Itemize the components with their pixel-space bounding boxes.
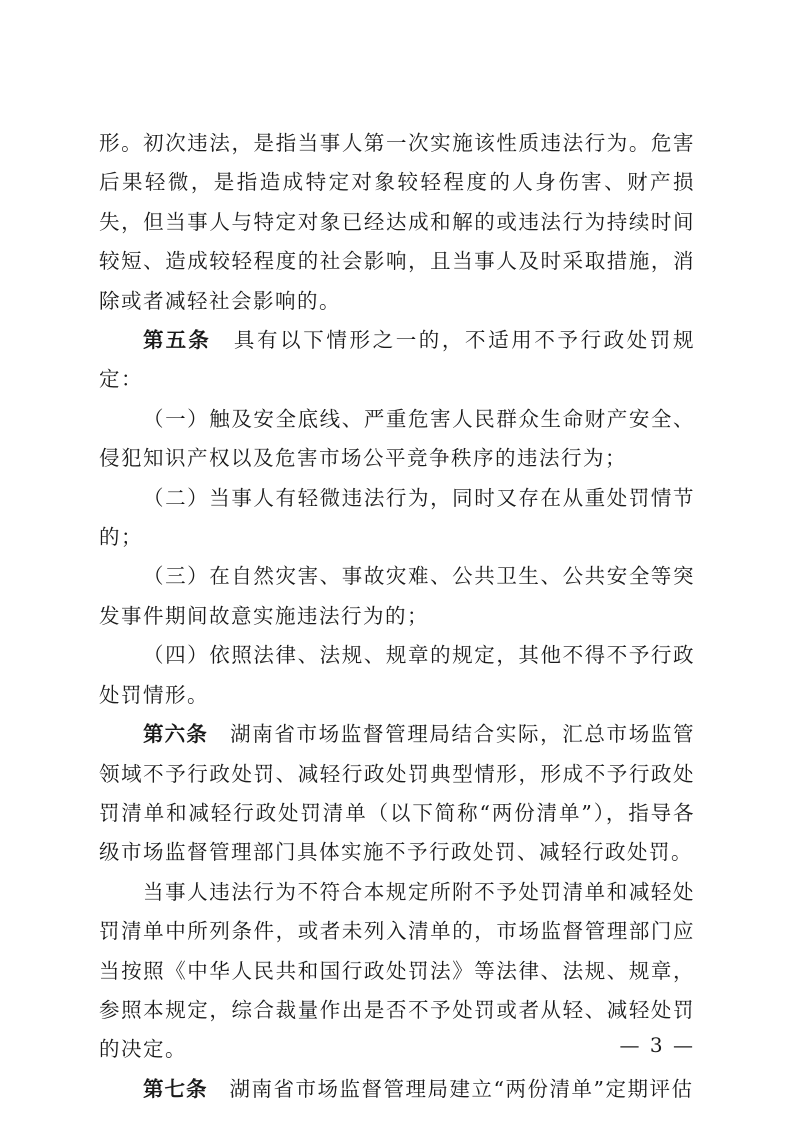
- paragraph: [99, 124, 695, 321]
- article-label: 第五条: [143, 328, 211, 353]
- paragraph-text: （四）依照法律、法规、规章的规定，其他不得不予行政处罚情形。: [99, 643, 695, 707]
- paragraph-text: 湖南省市场监督管理局建立“两份清单”定期评估: [229, 1076, 694, 1101]
- paragraph: [99, 715, 695, 873]
- paragraph: [99, 321, 695, 400]
- paragraph-text: 湖南省市场监督管理局结合实际，汇总市场监管领域不予行政处罚、减轻行政处罚典型情形，形成不予行政处罚清单和减轻行政处罚清单（以下简称“两份清单”），指导各级市场监督管理部门具体实施不予行政处罚、减轻行政处罚。: [99, 722, 695, 865]
- paragraph-text: 形。初次违法，是指当事人第一次实施该性质违法行为。危害后果轻微，是指造成特定对象较轻程度的人身伤害、财产损失，但当事人与特定对象已经达成和解的或违法行为持续时间较短、造成较轻程度的社会影响，且当事人及时采取措施，消除或者减轻社会影响的。: [99, 131, 695, 313]
- article-label: 第七条: [143, 1076, 208, 1101]
- article-label: 第六条: [143, 722, 208, 747]
- paragraph-text: （三）在自然灾害、事故灾难、公共卫生、公共安全等突发事件期间故意实施违法行为的；: [99, 564, 695, 628]
- paragraph: [99, 479, 695, 558]
- paragraph: [99, 400, 695, 479]
- paragraph: [99, 1070, 695, 1109]
- paragraph: [99, 873, 695, 1070]
- page-number: — 3 —: [619, 1033, 695, 1057]
- paragraph-text: （一）触及安全底线、严重危害人民群众生命财产安全、侵犯知识产权以及危害市场公平竞争秩序的违法行为；: [99, 406, 695, 471]
- paragraph-text: 当事人违法行为不符合本规定所附不予处罚清单和减轻处罚清单中所列条件，或者未列入清单的，市场监督管理部门应当按照《中华人民共和国行政处罚法》等法律、法规、规章，参照本规定，综合裁量作出是否不予处罚或者从轻、减轻处罚的决定。: [99, 879, 695, 1062]
- paragraph: [99, 636, 695, 715]
- paragraph-text: （二）当事人有轻微违法行为，同时又存在从重处罚情节的；: [99, 485, 695, 550]
- paragraph-text: 具有以下情形之一的，不适用不予行政处罚规定：: [99, 328, 696, 392]
- document-body: [99, 124, 695, 1109]
- paragraph: [99, 557, 695, 636]
